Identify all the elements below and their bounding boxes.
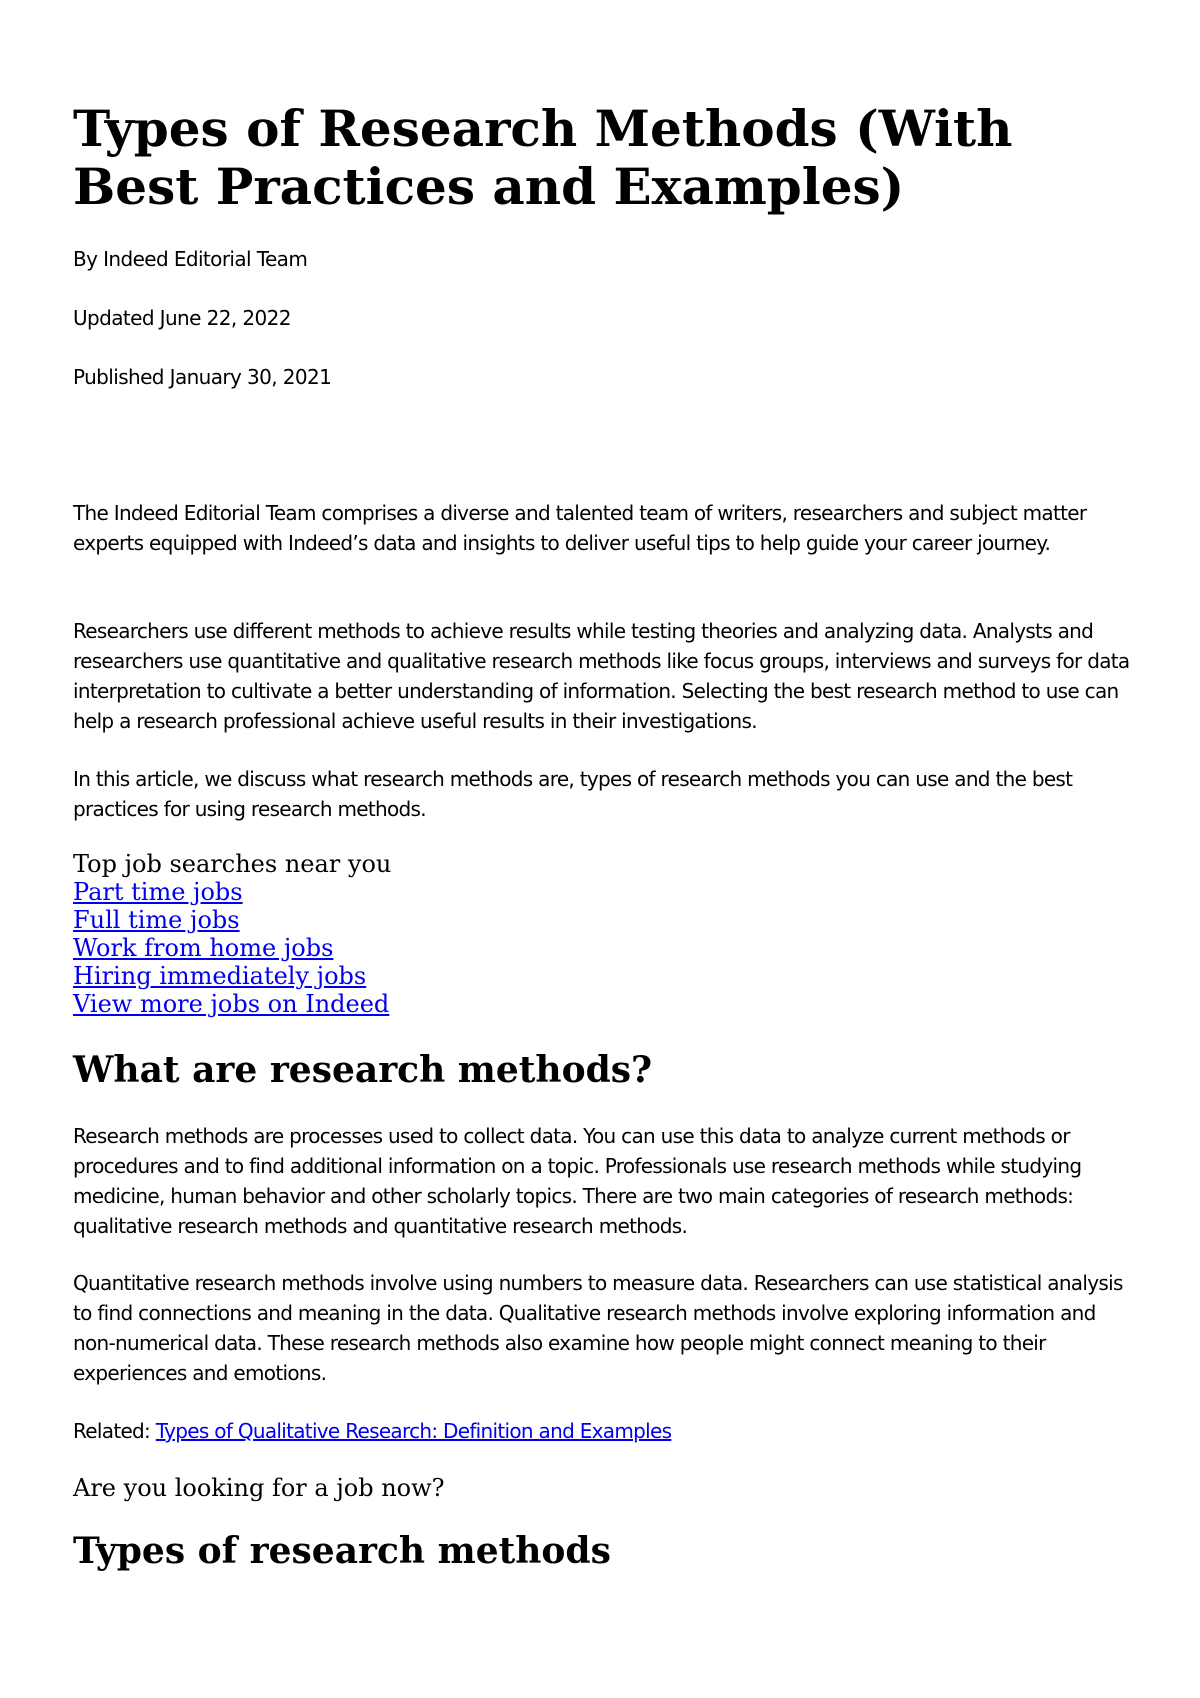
byline: By Indeed Editorial Team (73, 247, 308, 271)
quantitative-qualitative-paragraph: Quantitative research methods involve using numbers to measure data. Researchers can use statistical analysis to find connections and meaning in the data. Qualitative research methods involve exploring information and non-numerical data. These research methods also examine how people might connect meaning to their experiences and emotions. (73, 1271, 1123, 1385)
job-question: Are you looking for a job now? (73, 1474, 445, 1502)
hiring-immediately-jobs-link[interactable]: Hiring immediately jobs (73, 962, 367, 990)
related-label: Related: (73, 1419, 156, 1443)
editorial-team-intro: The Indeed Editorial Team comprises a diverse and talented team of writers, researchers and subject matter experts equipped with Indeed’s data and insights to deliver useful tips to help guide your career journey. (73, 501, 1087, 555)
published-date: Published January 30, 2021 (73, 365, 332, 389)
view-more-jobs-link[interactable]: View more jobs on Indeed (73, 990, 390, 1018)
intro-paragraph: Researchers use different methods to achieve results while testing theories and analyzing data. Analysts and researchers use quantitative and qualitative research methods like focus groups, interviews and surveys for data interpretation to cultivate a better understanding of information. Selecting the best research method to use can help a research professional achieve useful results in their investigations. (73, 619, 1130, 733)
job-searches-heading: Top job searches near you (73, 850, 392, 878)
section-heading-types-of-research-methods: Types of research methods (73, 1530, 611, 1572)
full-time-jobs-link[interactable]: Full time jobs (73, 906, 240, 934)
section-heading-what-are-research-methods: What are research methods? (73, 1049, 653, 1091)
related-article-link[interactable]: Types of Qualitative Research: Definition and Examples (155, 1419, 672, 1443)
updated-date: Updated June 22, 2022 (73, 306, 291, 330)
article-summary-paragraph: In this article, we discuss what research methods are, types of research methods you can use and the best practices for using research methods. (73, 767, 1073, 821)
part-time-jobs-link[interactable]: Part time jobs (73, 878, 243, 906)
research-methods-definition-paragraph: Research methods are processes used to collect data. You can use this data to analyze current methods or procedures and to find additional information on a topic. Professionals use research methods while studying medicine, human behavior and other scholarly topics. There are two main categories of research methods: qualitative research methods and quantitative research methods. (73, 1124, 1082, 1238)
page-title: Types of Research Methods (With Best Practices and Examples) (73, 99, 1013, 216)
related-article (73, 1416, 1133, 1446)
top-job-searches (73, 850, 391, 1018)
work-from-home-jobs-link[interactable]: Work from home jobs (73, 934, 334, 962)
